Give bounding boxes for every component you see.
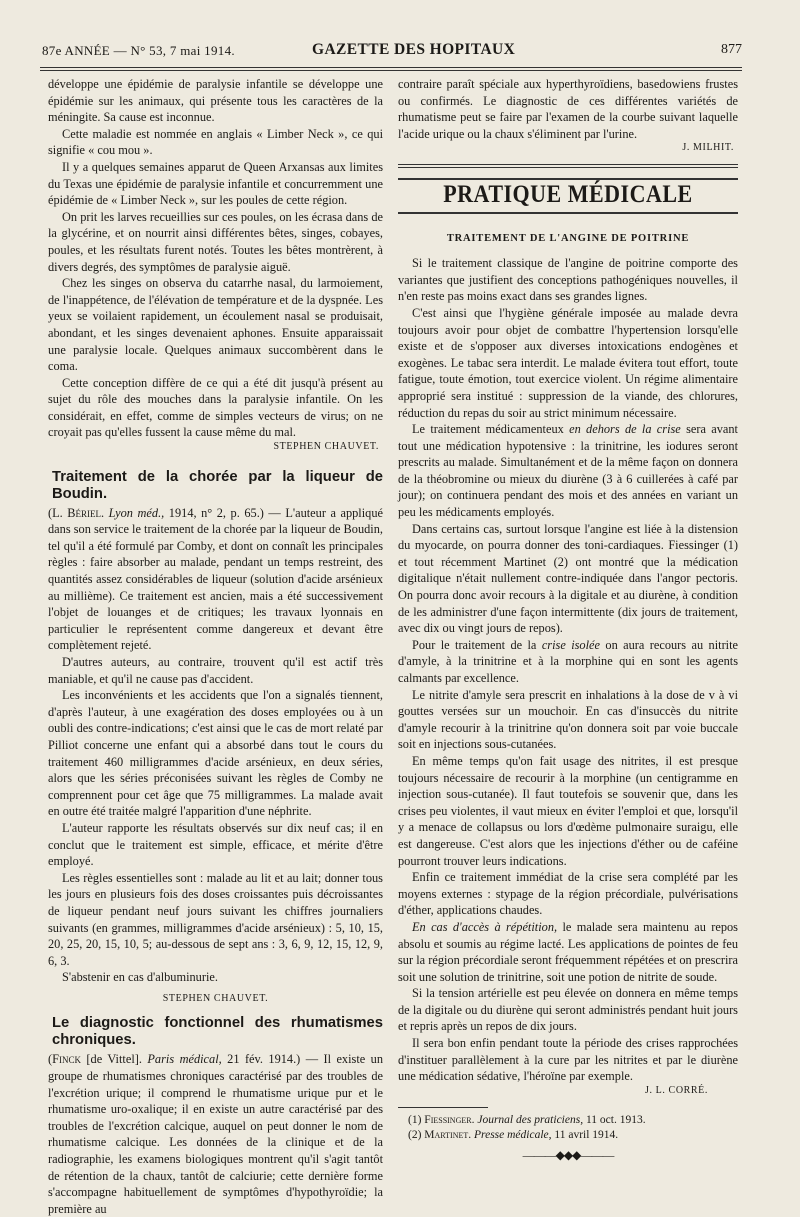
footnote — [398, 1128, 738, 1143]
paragraph: développe une épidémie de paralysie infantile se développe une épidémie sur les animaux, qui présente tous les caractères de la méningite. Sa cause est inconnue. — [48, 77, 383, 125]
text-run: Pour le traitement de la — [412, 637, 537, 652]
paragraph: Cette maladie est nommée en anglais « Limber Neck », ce qui signifie « cou mou ». — [48, 126, 383, 158]
footnote-journal: Journal des praticiens, — [477, 1114, 584, 1127]
signature: STEPHEN CHAUVET. — [273, 441, 379, 453]
journal-ref: Paris médical, — [147, 1052, 222, 1067]
footnote-journal: Presse médicale, — [474, 1129, 552, 1142]
footnote-number: (1) — [408, 1114, 422, 1127]
lead-text: 1914, n° 2, p. 65.) — L'auteur a appliqué dans son service le traitement de la chorée par la liqueur de Boudin, tel qu'il a été formulé par Comby, et dont on connaît les principales règles : faire absorber au malade, pendant un temps restreint, des quantités assez considérables de liqueur (solution d'acide arsénieux au millième). Ce traitement est ancien, mais a été successivement l'objet de louanges et de critiques; les travaux lyonnais en particulier le représentent comme dangereux et devant être complètement rejeté. — [48, 505, 383, 653]
italic-run: en dehors de la crise — [569, 422, 681, 437]
text-run: on aura recours au nitrite d'amyle, à la trinitrine et à la morphine qui en sont les agents calmants par excellence. — [398, 637, 739, 685]
italic-run: En cas d'accès à répétition, — [412, 919, 558, 934]
paragraph: C'est ainsi que l'hygiène générale imposée au malade devra toujours avoir pour objet de combattre l'hypertension lorsqu'elle existe et de s'opposer aux diverses intoxications endogènes et exogènes. Le tabac sera interdit. Le malade évitera tout effort, toute fatigue, toute émotion, tout exercice violent. Un régime alimentaire approprié sera institué : suppression de la viande, des chlorures, réduction du repas du soir au strict minimum nécessaire. — [398, 305, 738, 420]
journal-ref: Lyon méd., — [108, 505, 165, 520]
paragraph: L'auteur rapporte les résultats observés sur dix neuf cas; il en conclut que le traitement est simple, efficace, et mérite d'être employé. — [48, 820, 383, 869]
paragraph: On prit les larves recueillies sur ces poules, on les écrasa dans de la glycérine, et on nourrit ainsi différentes bêtes, singes, cobayes, poules, et les résultats furent notés. Toutes les bêtes montrèrent, à divers degrés, des symptômes de paralysie aiguë. — [48, 209, 383, 274]
paragraph: contraire paraît spéciale aux hyperthyroïdiens, basedowiens frustes ou confirmés. Le diagnostic de ces différentes variétés de rhumatisme peut se faire par l'examen de la courbe suivant laquelle l'acide urique ou la chaux s'éliminent par l'urine. — [398, 77, 738, 141]
paragraph: Dans certains cas, surtout lorsque l'angine est liée à la distension du myocarde, on pourra donner des toni-cardiaques. Fiessinger (1) et tout récemment Martinet (2) ont montré que la médication digitalique n'était nullement contre-indiquée dans l'angor pectoris. On pourra donc avoir recours à la digitale et au diurène, à condition de les administrer d'une façon intermittente (dix jours de traitement, avec dix ou vingt jours de repos). — [398, 521, 738, 636]
author: (Finck — [48, 1052, 81, 1067]
section-title: PRATIQUE MÉDICALE — [443, 178, 693, 208]
paragraph: Cette conception diffère de ce qui a été dit jusqu'à présent au sujet du rôle des mouches dans la paralysie infantile. On les considérait, en effet, comme de simples vecteurs de virus; on ne croyait pas qu'elles fussent la cause même du mal. — [48, 375, 383, 440]
footnote-rule — [398, 1107, 488, 1108]
footnote-author: Martinet. — [424, 1129, 472, 1142]
section-header — [398, 178, 738, 214]
section-rule — [398, 164, 738, 168]
article-lead — [48, 505, 383, 654]
author: (L. Bériel. — [48, 505, 105, 520]
paragraph: D'autres auteurs, au contraire, trouvent qu'il est actif très maniable, et qu'il ne cause pas d'accident. — [48, 655, 383, 686]
footnote-author: Fiessinger. — [424, 1114, 475, 1127]
text-run: sera avant tout une médication hypotensive : la trinitrine, les iodures seront prescrits au malade. Simultanément et de la même façon on donnera de la théobromine ou mieux du diurène (3 à 6 cuillerées à café par jour); on continuera pendant des mois et des années en variant un peu les médicaments employés. — [398, 422, 738, 520]
paragraph: Enfin ce traitement immédiat de la crise sera complété par les moyens externes : stypage de la région précordiale, pulvérisations d'éther, applications chaudes. — [398, 870, 738, 918]
paragraph — [398, 919, 738, 985]
article-subtitle: TRAITEMENT DE L'ANGINE DE POITRINE — [446, 232, 690, 244]
article-lead — [48, 1051, 383, 1217]
author-place: [de Vittel]. — [86, 1052, 142, 1067]
paragraph: Il sera bon enfin pendant toute la période des crises rapprochées d'instituer parallèlement à la cure par les nitrites et par le diurène une médication sédative, l'héroïne par exemple. — [398, 1036, 738, 1084]
paragraph: Chez les singes on observa du catarrhe nasal, du larmoiement, de l'inappétence, de l'élévation de température et de la dyspnée. Les yeux se voilaient rapidement, un écoulement nasal se produisait, abondant, et les singes devenaient aphones. Ensuite apparaissait une paralysie locale. Quelques animaux succombèrent dans le coma. — [48, 276, 383, 374]
end-ornament: ―――◆◆◆――― — [522, 1148, 614, 1163]
text-run: le malade sera maintenu au repos absolu et soumis au régime lacté. Les applications de pointes de feu sur la région précordiale seront fréquemment répétées et on prescrira soit une solution de trinitrine, soit une potion de nitrite de soude. — [398, 919, 738, 984]
paragraph: S'abstenir en cas d'albuminurie. — [62, 970, 218, 985]
article-title: Le diagnostic fonctionnel des rhumatismes chroniques. — [52, 1015, 383, 1049]
header-rule — [40, 67, 742, 71]
lead-text: 21 fév. 1914.) — Il existe un groupe de rhumatismes chroniques caractérisé par des troubles de l'excrétion urique; il comprend le rhumatisme urique pur et le rhumatisme uro-oxalique; il en existe un autre caractérisé par des troubles de l'excrétion calcique, auquel on peut donner le nom de rhumatisme calcique. Les données de la clinique et de la radiographie, les examens biologiques montrent qu'il s'agit tantôt de rétention de la chaux, tantôt de calciurie; cette dernière forme s'accompagne habituellement de symptômes d'hypothyroïdie; la première au — [48, 1052, 384, 1216]
footnote-date: 11 avril 1914. — [554, 1129, 619, 1142]
signature: J. L. CORRÉ. — [644, 1084, 708, 1096]
paragraph: Les inconvénients et les accidents que l'on a signalés tiennent, d'après l'auteur, à une exagération des doses employées ou à un oubli des contre-indications; c'est ainsi que le cas de mort relaté par Pilliot concerne une enfant qui a absorbé dans tout le cours du traitement 460 milligrammes d'acide arsénieux, en deux séries, alors que les séries préconisées suivant les règles de Comby ne comprennent pour cet âge que 75 milligrammes. La malade avait en outre été traitée malgré l'apparition d'une néphrite. — [48, 688, 383, 819]
text-run: Le traitement médicamenteux — [412, 422, 564, 437]
footnote-date: 11 oct. 1913. — [585, 1114, 646, 1127]
signature: STEPHEN CHAUVET. — [162, 992, 269, 1004]
journal-title: GAZETTE DES HOPITAUX — [312, 41, 516, 58]
paragraph: Les règles essentielles sont : malade au lit et au lait; donner tous les jours en plusieurs fois des doses croissantes puis décroissantes de liqueur pendant neuf jours suivant les chiffres journaliers suivants (en grammes, milligrammes d'acide arsénieux) : 5, 10, 15, 20, 25, 20, 15, 10, 5; au-dessous de sept ans : 3, 6, 9, 12, 15, 12, 9, 6, 3. — [48, 870, 383, 968]
article-title: Traitement de la chorée par la liqueur de Boudin. — [52, 468, 383, 502]
signature: J. MILHIT. — [682, 142, 734, 154]
paragraph — [398, 637, 738, 687]
footnote-number: (2) — [408, 1129, 422, 1142]
paragraph — [398, 421, 738, 521]
issue-info: 87e ANNÉE — N° 53, 7 mai 1914. — [42, 43, 235, 58]
footnote — [398, 1113, 738, 1128]
paragraph: Il y a quelques semaines apparut de Queen Arxansas aux limites du Texas une épidémie de paralysie infantile et concurremment une épidémie de « Limber Neck », sur les poules de cette région. — [48, 159, 383, 208]
paragraph: En même temps qu'on fait usage des nitrites, il est presque toujours nécessaire de recourir à la morphine (un centigramme en injection sous-cutanée). Il faut toutefois se souvenir que, dans les crises peu violentes, il vaut mieux en éviter l'emploi et que, lorsqu'il y a menace de collapsus ou lors d'œdème pulmonaire suraigu, elle est dangereuse. C'est alors que les injections d'éther ou de caféine pourront trouver leurs indications. — [398, 753, 738, 868]
right-column — [398, 76, 738, 1164]
paragraph: Si la tension artérielle est peu élevée on donnera en même temps de la digitale ou du diurène qui seront administrés pendant huit jours et repris après un repos de dix jours. — [398, 986, 738, 1034]
italic-run: crise isolée — [541, 637, 600, 652]
paragraph: Si le traitement classique de l'angine de poitrine comporte des variantes que justifient des conceptions pathogéniques nouvelles, il n'en reste pas moins exact dans ses grandes lignes. — [398, 256, 738, 304]
page-number: 877 — [721, 42, 742, 57]
paragraph: Le nitrite d'amyle sera prescrit en inhalations à la dose de v à vi gouttes versées sur un mouchoir. En cas d'insuccès du nitrite d'amyle recourir à la trinitrine qu'on donnera soit par voie buccale soit en injections sous-cutanées. — [398, 687, 738, 752]
page-header — [42, 41, 742, 63]
left-column — [48, 76, 383, 1217]
